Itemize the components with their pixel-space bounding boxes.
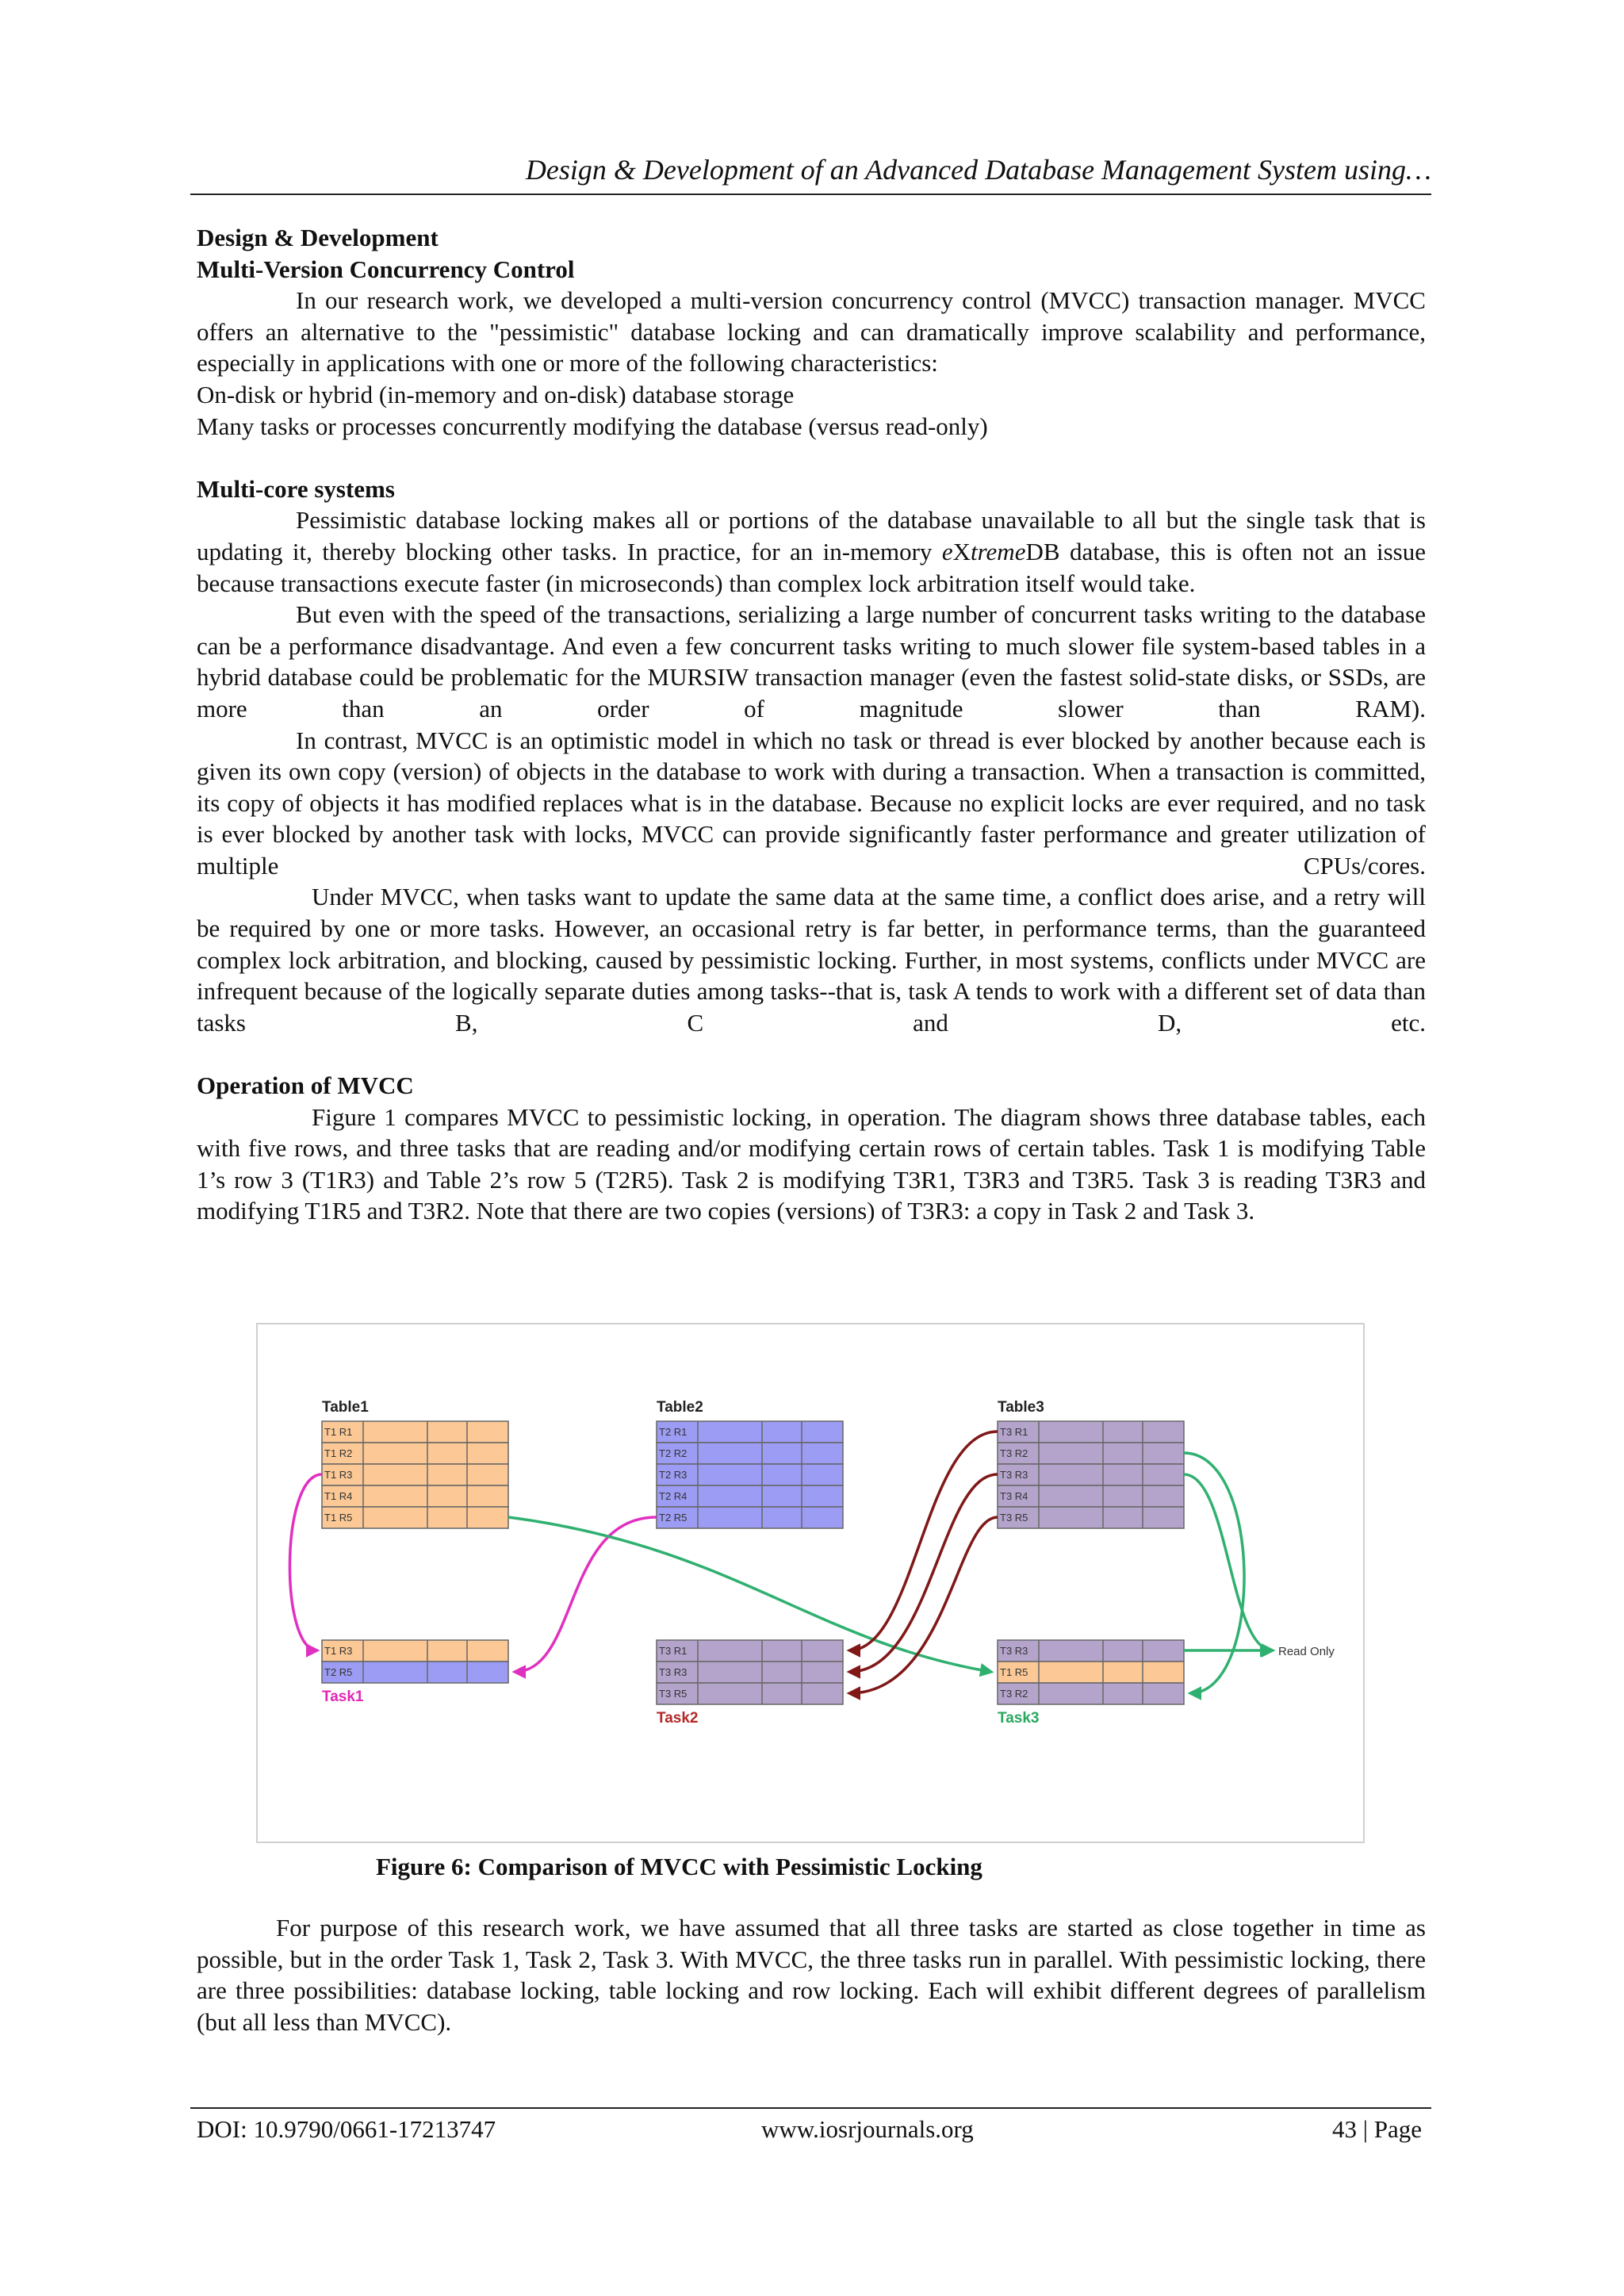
table3-title: Table3: [998, 1399, 1044, 1416]
figure-mvcc-diagram: [256, 1323, 1365, 1843]
paragraph-pessimistic-c: DB database, this is often not an issue because transactions execute faster (in microseconds) than complex lock arbitration itself would take.: [197, 537, 1427, 597]
paragraph-conflict: Under MVCC, when tasks want to update the same data at the same time, a conflict does arise, and a retry will be required by one or more tasks. However, an occasional retry is far better, in performance terms, than the guaranteed complex lock arbitration, and blocking, caused by pessimistic locking. Further, in most systems, conflicts under MVCC are infrequent because of the logically separate duties among tasks--that is, task A tends to work with a different set of data than tasks B, C and D, etc.: [197, 883, 1426, 1037]
task2-row-label: T3 R5: [659, 1688, 688, 1700]
table2-row-label: T2 R5: [659, 1512, 688, 1524]
spacer: [197, 1038, 1426, 1070]
heading-multicore: Multi-core systems: [197, 474, 395, 503]
read-only-label: Read Only: [1278, 1645, 1335, 1658]
footer-rule: [190, 2107, 1431, 2109]
task3-label: Task3: [998, 1710, 1040, 1727]
list-line-tasks: Many tasks or processes concurrently modifying the database (versus read-only): [197, 412, 988, 440]
paragraph-intro: In our research work, we developed a multi-version concurrency control (MVCC) transaction manager. MVCC offers an alternative to the "pessimistic" database locking and can dramatically improve scalability and performance, especially in applications with one or more of the following characteristics:: [197, 286, 1426, 378]
footer-doi: DOI: 10.9790/0661-17213747: [197, 2115, 496, 2143]
main-text: [197, 222, 1426, 1227]
table1-row-label: T1 R2: [324, 1447, 353, 1459]
brand-x: X: [952, 537, 971, 565]
footer-page-number: 43 | Page: [1332, 2115, 1422, 2143]
table3-row-label: T3 R3: [1000, 1469, 1028, 1481]
task1-row-label: T2 R5: [324, 1666, 353, 1678]
arrow-t1r3-to-task1: [289, 1474, 322, 1650]
running-title: Design & Development of an Advanced Database Management System using…: [525, 154, 1431, 186]
table1-row-label: T1 R1: [324, 1426, 353, 1438]
paragraph-assumption: For purpose of this research work, we have assumed that all three tasks are started as close together in time as possible, but in the order Task 1, Task 2, Task 3. With MVCC, the three tasks run in parallel. With pessimistic locking, there are three possibilities: database locking, table locking and row locking. Each will exhibit different degrees of parallelism (but all less than MVCC).: [197, 1914, 1426, 2036]
task3-row-label: T3 R2: [1000, 1688, 1028, 1700]
task2-row-label: T3 R1: [659, 1645, 688, 1657]
paragraph-contrast: In contrast, MVCC is an optimistic model in which no task or thread is ever blocked by another because each is given its own copy (version) of objects in the database to work with during a transaction. When a transaction is committed, its copy of objects it has modified replaces what is in the database. Because no explicit locks are ever required, and no task is ever blocked by another task with locks, MVCC can provide significantly faster performance and greater utilization of multiple CPUs/cores.: [197, 726, 1426, 880]
heading-mvcc: Multi-Version Concurrency Control: [197, 255, 575, 283]
task1-label: Task1: [322, 1688, 364, 1705]
table3-row-label: T3 R4: [1000, 1490, 1028, 1502]
footer-website: www.iosrjournals.org: [761, 2115, 974, 2143]
brand-e: e: [941, 537, 953, 565]
table3-row-label: T3 R2: [1000, 1447, 1028, 1459]
task3-row-label: T1 R5: [1000, 1666, 1028, 1678]
table2-row-label: T2 R3: [659, 1469, 688, 1481]
task2-row-label: T3 R3: [659, 1666, 688, 1678]
arrow-t3r2-to-task3: [1184, 1453, 1244, 1693]
table3-row-label: T3 R5: [1000, 1512, 1028, 1524]
brand-treme: treme: [971, 537, 1026, 565]
table2-row-label: T2 R4: [659, 1490, 688, 1502]
table1-row-label: T1 R3: [324, 1469, 353, 1481]
heading-design-development: Design & Development: [197, 224, 439, 251]
figure-caption: Figure 6: Comparison of MVCC with Pessimistic Locking: [376, 1853, 982, 1880]
arrow-t3r1-to-task2: [849, 1432, 998, 1650]
table3-row-label: T3 R1: [1000, 1426, 1028, 1438]
table2-row-label: T2 R2: [659, 1447, 688, 1459]
heading-operation: Operation of MVCC: [197, 1071, 414, 1100]
task3-row-label: T3 R3: [1000, 1645, 1028, 1657]
spacer: [197, 442, 1426, 473]
table2-row-label: T2 R1: [659, 1426, 688, 1438]
header-rule: [190, 194, 1431, 195]
paragraph-pessimistic-a: Pessimistic database locking makes all or portions of the database unavailable to all but the single task that is updating it, thereby blocking other tasks. In practice, for an in-memory: [197, 506, 1426, 565]
task2-label: Task2: [657, 1710, 699, 1727]
arrow-t3r3-read-only: [1184, 1474, 1273, 1650]
arrow-t2r5-to-task1: [515, 1517, 657, 1672]
list-line-storage: On-disk or hybrid (in-memory and on-disk) database storage: [197, 380, 795, 408]
task1-row-label: T1 R3: [324, 1645, 353, 1657]
table1-row-label: T1 R5: [324, 1512, 353, 1524]
post-figure-text: [197, 1912, 1426, 2037]
paragraph-figure-intro: Figure 1 compares MVCC to pessimistic locking, in operation. The diagram shows three database tables, each with five rows, and three tasks that are reading and/or modifying certain rows of certain tables. Task 1 is modifying Table 1’s row 3 (T1R3) and Table 2’s row 5 (T2R5). Task 2 is modifying T3R1, T3R3 and T3R5. Task 3 is reading T3R3 and modifying T1R5 and T3R2. Note that there are two copies (versions) of T3R3: a copy in Task 2 and Task 3.: [197, 1102, 1426, 1225]
table1-row-label: T1 R4: [324, 1490, 353, 1502]
table1-title: Table1: [322, 1399, 369, 1416]
paragraph-speed: But even with the speed of the transactions, serializing a large number of concurrent tasks writing to the database can be a performance disadvantage. And even a few concurrent tasks writing to much slower file system-based tables in a hybrid database could be problematic for the MURSIW transaction manager (even the fastest solid-state disks, or SSDs, are more than an order of magnitude slower than RAM).: [197, 600, 1426, 723]
diagram-svg: [258, 1324, 1363, 1842]
table2-title: Table2: [657, 1399, 703, 1416]
paragraph-pessimistic: [197, 504, 1426, 599]
